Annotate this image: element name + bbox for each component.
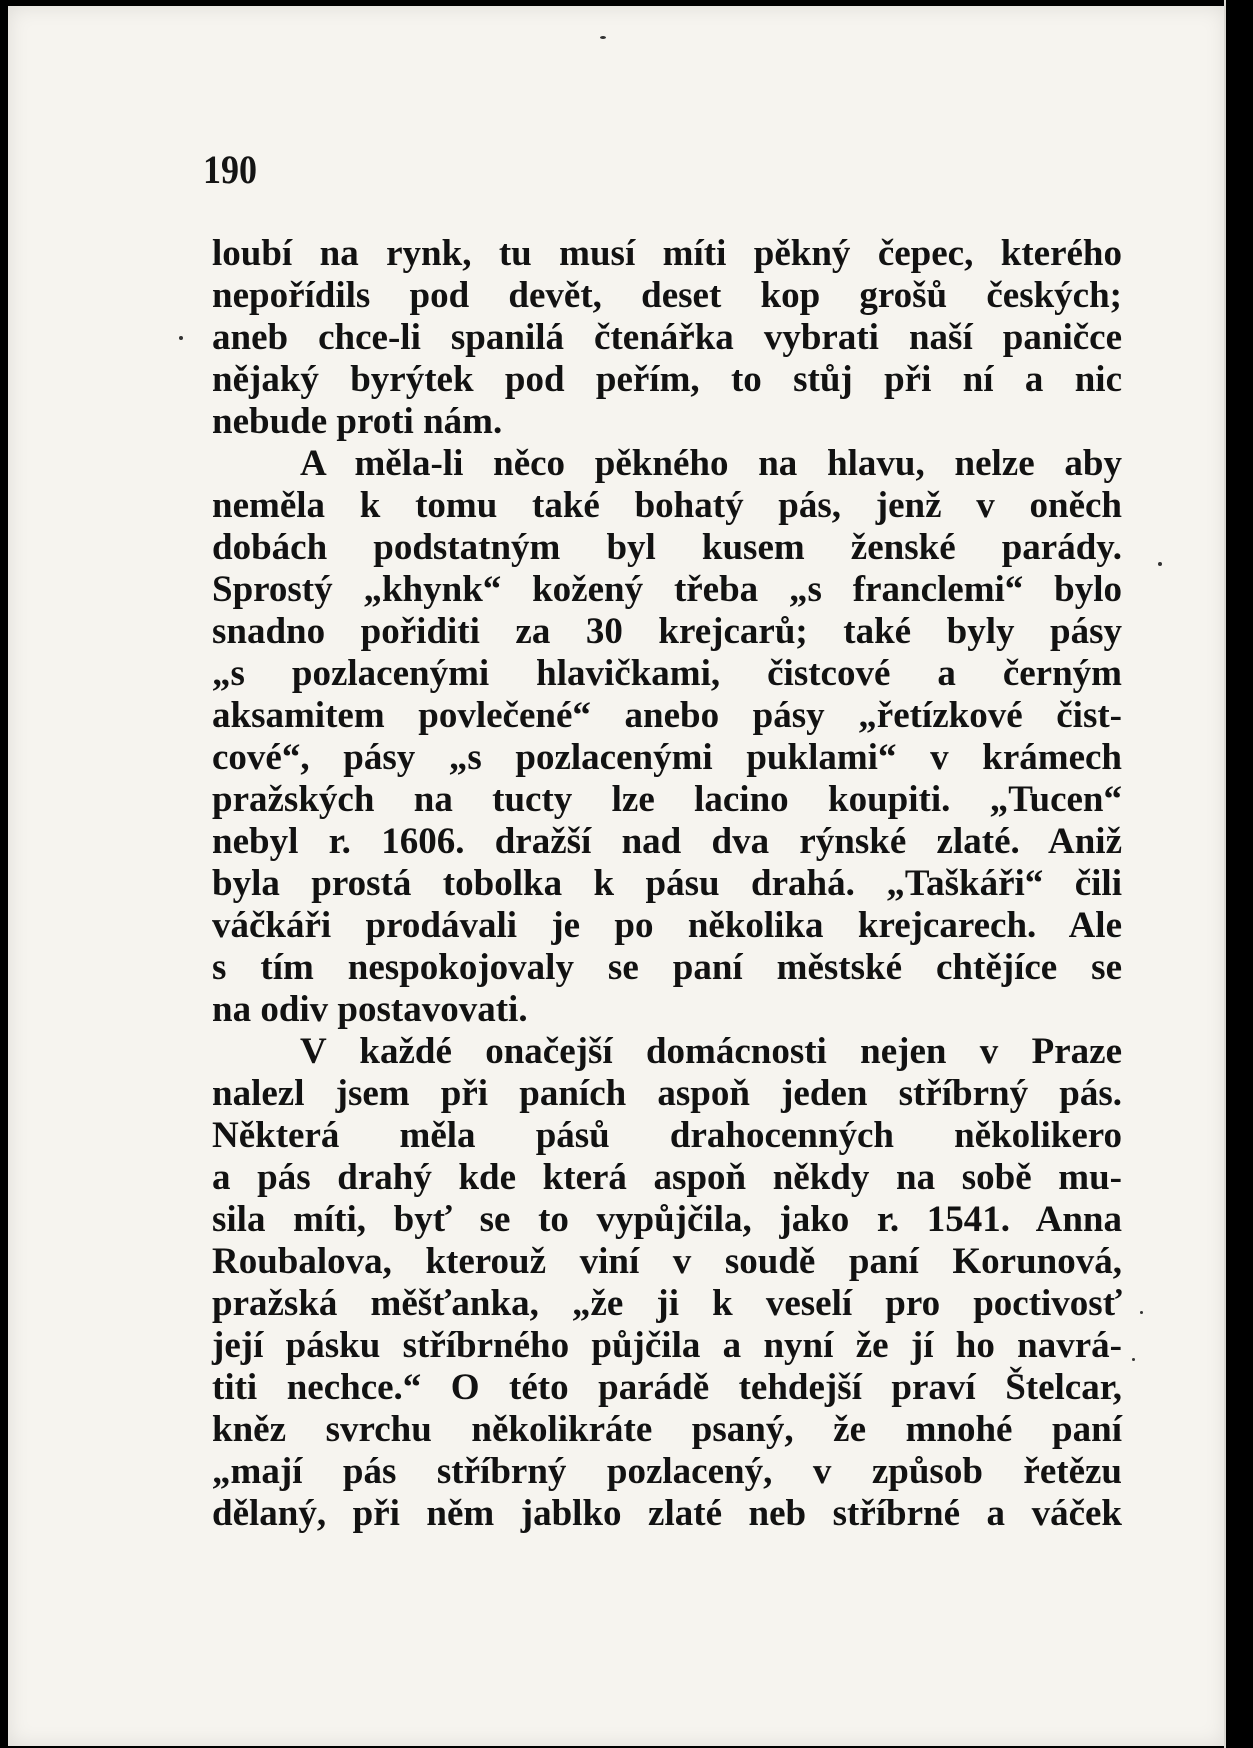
print-speck [600, 36, 606, 39]
page-edge-border [1224, 0, 1253, 1748]
text-line: a pás drahý kde která aspoň někdy na sobě mu- [212, 1157, 1122, 1198]
text-line: pražská měšťanka, „že ji k veselí pro poctivosť [212, 1283, 1122, 1324]
text-line: aneb chce-li spanilá čtenářka vybrati naší paničce [212, 317, 1122, 358]
text-line: Sprostý „khynk“ kožený třeba „s franclemi“ bylo [212, 569, 1122, 610]
print-speck [1140, 1311, 1143, 1314]
print-speck [1132, 1358, 1135, 1361]
text-line: nepořídils pod devět, deset kop grošů českých; [212, 275, 1122, 316]
text-line: V každé onačejší domácnosti nejen v Praze [300, 1031, 1122, 1072]
text-line: byla prostá tobolka k pásu drahá. „Taškáři“ čili [212, 863, 1122, 904]
text-line: neměla k tomu také bohatý pás, jenž v oněch [212, 485, 1122, 526]
print-speck [1158, 562, 1162, 566]
text-line: nějaký byrýtek pod peřím, to stůj při ní a nic [212, 359, 1122, 400]
text-line: nebyl r. 1606. dražší nad dva rýnské zlaté. Aniž [212, 821, 1122, 862]
text-line: nalezl jsem při paních aspoň jeden stříbrný pás. [212, 1073, 1122, 1114]
print-speck [179, 336, 183, 340]
page-number: 190 [203, 147, 257, 192]
text-line: na odiv postavovati. [212, 989, 528, 1030]
text-line: pražských na tucty lze lacino koupiti. „Tucen“ [212, 779, 1122, 820]
text-line: „s pozlacenými hlavičkami, čistcové a černým [212, 653, 1122, 694]
text-line: s tím nespokojovaly se paní městské chtějíce se [212, 947, 1122, 988]
text-line: „mají pás stříbrný pozlacený, v způsob řetězu [212, 1451, 1122, 1492]
text-line: Roubalova, kterouž viní v soudě paní Korunová, [212, 1241, 1122, 1282]
text-line: sila míti, byť se to vypůjčila, jako r. 1541. Anna [212, 1199, 1122, 1240]
text-line: Některá měla pásů drahocenných několikero [212, 1115, 1122, 1156]
text-line: její pásku stříbrného půjčila a nyní že jí ho navrá- [212, 1325, 1122, 1366]
text-line: A měla-li něco pěkného na hlavu, nelze aby [300, 443, 1122, 484]
text-line: dělaný, při něm jablko zlaté neb stříbrné a váček [212, 1493, 1122, 1534]
text-line: kněz svrchu několikráte psaný, že mnohé paní [212, 1409, 1122, 1450]
text-line: loubí na rynk, tu musí míti pěkný čepec, kterého [212, 233, 1122, 274]
text-line: aksamitem povlečené“ anebo pásy „řetízkové čist- [212, 695, 1122, 736]
text-line: titi nechce.“ O této parádě tehdejší praví Štelcar, [212, 1367, 1122, 1408]
body-text [212, 233, 1122, 1535]
text-line: váčkáři prodávali je po několika krejcarech. Ale [212, 905, 1122, 946]
text-line: snadno pořiditi za 30 krejcarů; také byly pásy [212, 611, 1122, 652]
text-line: cové“, pásy „s pozlacenými puklami“ v krámech [212, 737, 1122, 778]
text-line: dobách podstatným byl kusem ženské parády. [212, 527, 1122, 568]
text-line: nebude proti nám. [212, 401, 503, 442]
